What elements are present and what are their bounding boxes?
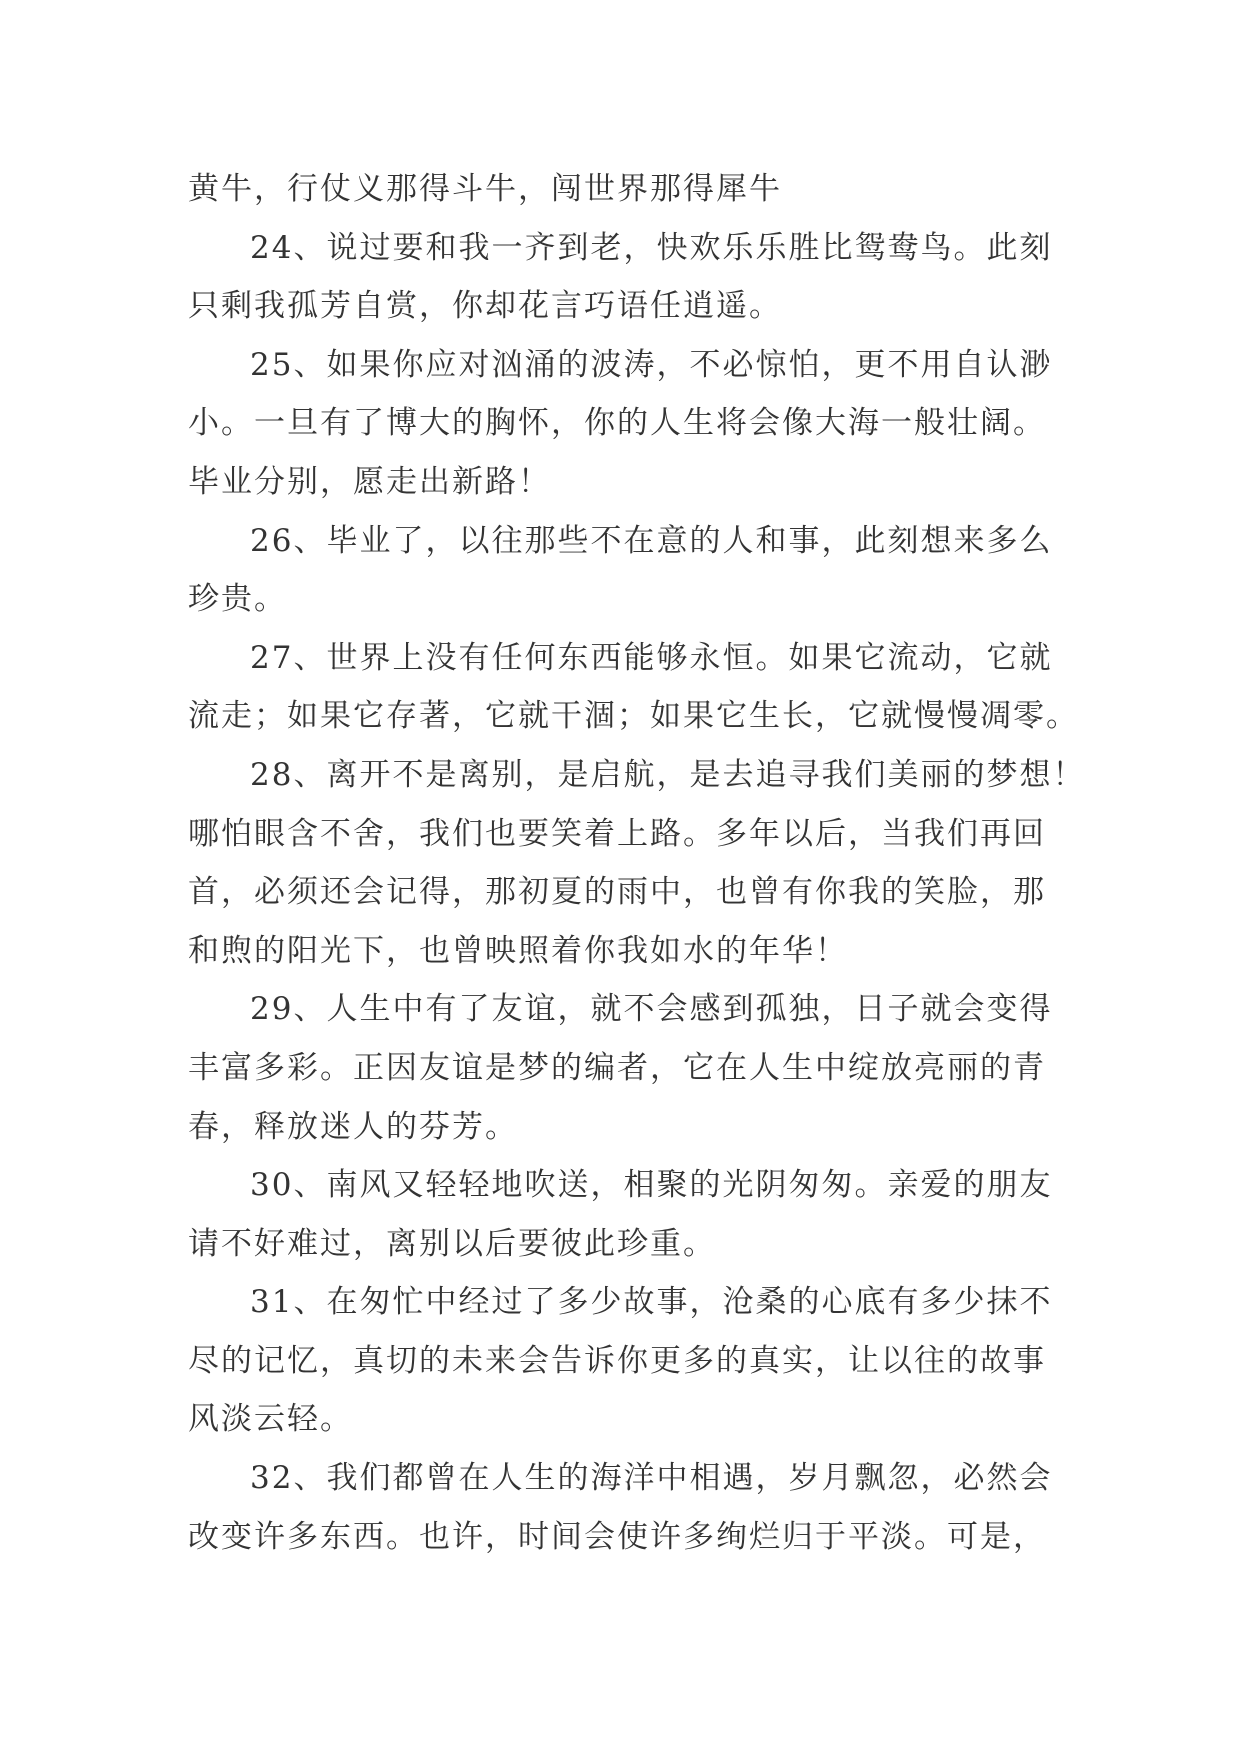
text-line: 29、人生中有了友谊，就不会感到孤独，日子就会变得 <box>250 991 1053 1028</box>
text-line: 25、如果你应对汹涌的波涛，不必惊怕，更不用自认渺 <box>250 346 1053 383</box>
text-line: 请不好难过，离别以后要彼此珍重。 <box>188 1225 716 1262</box>
text-line: 和煦的阳光下，也曾映照着你我如水的年华！ <box>188 932 848 969</box>
text-line: 24、说过要和我一齐到老，快欢乐乐胜比鸳鸯鸟。此刻 <box>250 229 1053 266</box>
text-line: 哪怕眼含不舍，我们也要笑着上路。多年以后，当我们再回 <box>188 815 1046 852</box>
text-line: 32、我们都曾在人生的海洋中相遇，岁月飘忽，必然会 <box>250 1460 1053 1497</box>
paragraph-26 <box>188 512 1068 629</box>
text-line: 改变许多东西。也许，时间会使许多绚烂归于平淡。可是， <box>188 1518 1046 1555</box>
text-line: 28、离开不是离别，是启航，是去追寻我们美丽的梦想！ <box>250 756 1086 793</box>
text-line: 27、世界上没有任何东西能够永恒。如果它流动，它就 <box>250 639 1053 676</box>
text-line: 毕业分别，愿走出新路！ <box>188 463 551 500</box>
text-line: 风淡云轻。 <box>188 1401 353 1438</box>
text-line: 30、南风又轻轻地吹送，相聚的光阴匆匆。亲爱的朋友 <box>250 1167 1053 1204</box>
text-line: 26、毕业了，以往那些不在意的人和事，此刻想来多么 <box>250 522 1053 559</box>
text-line: 首，必须还会记得，那初夏的雨中，也曾有你我的笑脸，那 <box>188 874 1046 911</box>
text-line: 31、在匆忙中经过了多少故事，沧桑的心底有多少抹不 <box>250 1284 1053 1321</box>
paragraph-27 <box>188 629 1079 746</box>
paragraph-31 <box>188 1273 1068 1449</box>
text-line: 丰富多彩。正因友谊是梦的编者，它在人生中绽放亮丽的青 <box>188 1049 1046 1086</box>
text-line: 只剩我孤芳自赏，你却花言巧语任逍遥。 <box>188 288 782 325</box>
text-line: 黄牛，行仗义那得斗牛，闯世界那得犀牛 <box>188 171 782 207</box>
text-line: 小。一旦有了博大的胸怀，你的人生将会像大海一般壮阔。 <box>188 405 1046 442</box>
paragraph-fragment <box>188 160 1068 219</box>
paragraph-25 <box>188 336 1068 512</box>
paragraph-32 <box>188 1449 1068 1566</box>
document-body <box>188 160 1086 1566</box>
text-line: 珍贵。 <box>188 581 287 618</box>
paragraph-28 <box>188 746 1086 980</box>
text-line: 尽的记忆，真切的未来会告诉你更多的真实，让以往的故事 <box>188 1342 1046 1379</box>
paragraph-24 <box>188 219 1068 336</box>
text-line: 春，释放迷人的芬芳。 <box>188 1108 518 1145</box>
paragraph-30 <box>188 1156 1068 1273</box>
text-line: 流走；如果它存著，它就干涸；如果它生长，它就慢慢凋零。 <box>188 698 1079 735</box>
paragraph-29 <box>188 980 1068 1156</box>
